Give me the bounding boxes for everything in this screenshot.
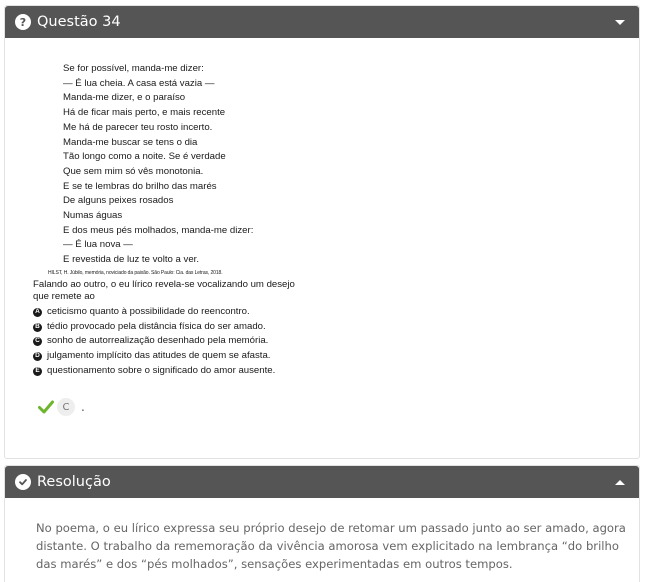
option-c	[33, 334, 295, 349]
answer-suffix: .	[81, 400, 85, 414]
poem-line: De alguns peixes rosados	[63, 195, 174, 207]
poem-line: Que sem mim só vês monotonia.	[63, 165, 204, 177]
option-a	[33, 305, 295, 320]
checkmark-icon	[38, 400, 54, 414]
option-text: tédio provocado pela distância física do ser amado.	[47, 320, 266, 332]
poem	[33, 62, 295, 268]
option-text: questionamento sobre o significado do amor ausente.	[47, 365, 276, 377]
poem-line: Há de ficar mais perto, e mais recente	[63, 107, 226, 119]
poem-line: — É lua cheia. A casa está vazia —	[63, 77, 215, 89]
options-list	[33, 305, 295, 379]
chevron-up-icon[interactable]	[615, 480, 625, 485]
poem-line: Manda-me buscar se tens o dia	[63, 136, 198, 148]
poem-line: Me há de parecer teu rosto incerto.	[63, 121, 213, 133]
poem-line: E revestida de luz te volto a ver.	[63, 254, 199, 266]
option-b	[33, 320, 295, 335]
question-circle-icon: ?	[15, 14, 31, 30]
option-letter: B	[33, 323, 42, 332]
check-circle-icon	[15, 474, 31, 490]
citation: HILST, H. Júbilo, memória, noviciado da paixão. São Paulo: Cia. das Letras, 2018.	[48, 269, 223, 276]
option-letter: C	[33, 337, 42, 346]
poem-line: Numas águas	[63, 210, 123, 222]
poem-line: E dos meus pés molhados, manda-me dizer:	[63, 224, 254, 236]
resolution-header[interactable]	[5, 466, 639, 498]
answer-row	[38, 398, 85, 416]
chevron-down-icon[interactable]	[615, 20, 625, 25]
option-letter: A	[33, 308, 42, 317]
option-text: sonho de autorrealização desenhado pela memória.	[47, 335, 269, 347]
poem-line: E se te lembras do brilho das marés	[63, 180, 217, 192]
poem-line: Se for possível, manda-me dizer:	[63, 63, 204, 74]
poem-line: — É lua nova —	[63, 239, 133, 251]
poem-line: Tão longo como a noite. Se é verdade	[63, 151, 226, 163]
question-image	[33, 62, 295, 379]
question-stem: Falando ao outro, o eu lírico revela-se vocalizando um desejo que remete ao	[33, 278, 295, 302]
option-e	[33, 364, 295, 379]
option-letter: D	[33, 352, 42, 361]
question-title: Questão 34	[37, 14, 121, 30]
question-header[interactable]	[5, 6, 639, 38]
resolution-title: Resolução	[37, 474, 111, 490]
option-text: julgamento implícito das atitudes de quem se afasta.	[47, 350, 271, 362]
option-d	[33, 349, 295, 364]
option-letter: E	[33, 367, 42, 376]
answer-badge: C	[57, 398, 75, 416]
resolution-text: No poema, o eu lírico expressa seu próprio desejo de retomar um passado junto ao ser amado, agora distante. O trabalho da rememoração da vivência amorosa vem explicitado na lembrança “do brilho das marés” e dos “pés molhados”, sensações experimentadas em outros tempos.	[36, 521, 626, 571]
option-text: ceticismo quanto à possibilidade do reencontro.	[47, 305, 250, 317]
poem-line: Manda-me dizer, e o paraíso	[63, 92, 186, 104]
